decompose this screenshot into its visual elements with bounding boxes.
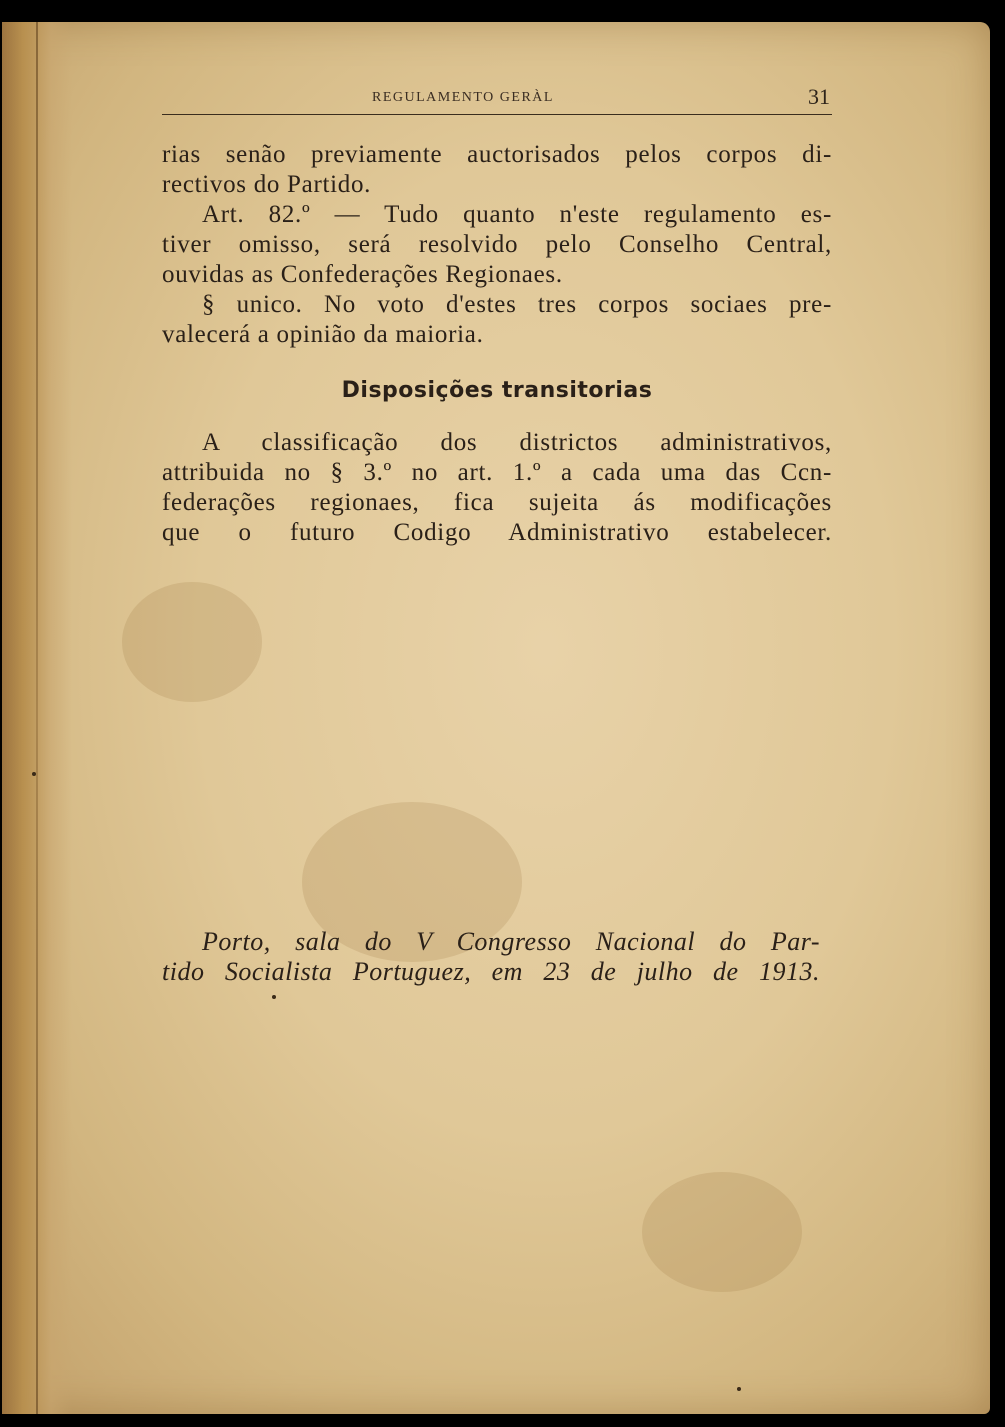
running-head: REGULAMENTO GERÀL xyxy=(372,90,554,105)
signature-line: Porto, sala do V Congresso Nacional do Par- xyxy=(202,927,820,956)
text-line: attribuida no § 3.º no art. 1.º a cada uma das Ccn- xyxy=(162,459,832,486)
article-text xyxy=(162,140,832,350)
text-line: ouvidas as Confederações Regionaes. xyxy=(162,261,563,288)
text-line: rias senão previamente auctorisados pelos corpos di- xyxy=(162,141,832,168)
section-heading: Disposições transitorias xyxy=(341,378,653,403)
ink-speck xyxy=(32,772,36,776)
text-line: A classificação dos districtos administrativos, xyxy=(202,429,832,456)
page-header xyxy=(162,86,832,115)
text-line: valecerá a opinião da maioria. xyxy=(162,321,484,348)
signature-line: tido Socialista Portuguez, em 23 de julho de 1913. xyxy=(162,957,820,986)
text-line: § unico. No voto d'estes tres corpos sociaes pre- xyxy=(202,291,832,318)
text-line: que o futuro Codigo Administrativo estabelecer. xyxy=(162,519,832,546)
ink-speck xyxy=(737,1387,741,1391)
transitional-provisions-text xyxy=(162,428,832,548)
binding-fold xyxy=(36,22,38,1414)
ink-speck xyxy=(272,995,276,999)
text-line: federações regionaes, fica sujeita ás modificações xyxy=(162,489,832,516)
paper-stain xyxy=(122,582,262,702)
text-line: Art. 82.º — Tudo quanto n'este regulamento es- xyxy=(202,201,832,228)
text-line: rectivos do Partido. xyxy=(162,171,372,198)
page-number: 31 xyxy=(808,84,830,109)
text-line: tiver omisso, será resolvido pelo Conselho Central, xyxy=(162,231,832,258)
place-date-signature xyxy=(162,926,820,986)
paper-stain xyxy=(642,1172,802,1292)
